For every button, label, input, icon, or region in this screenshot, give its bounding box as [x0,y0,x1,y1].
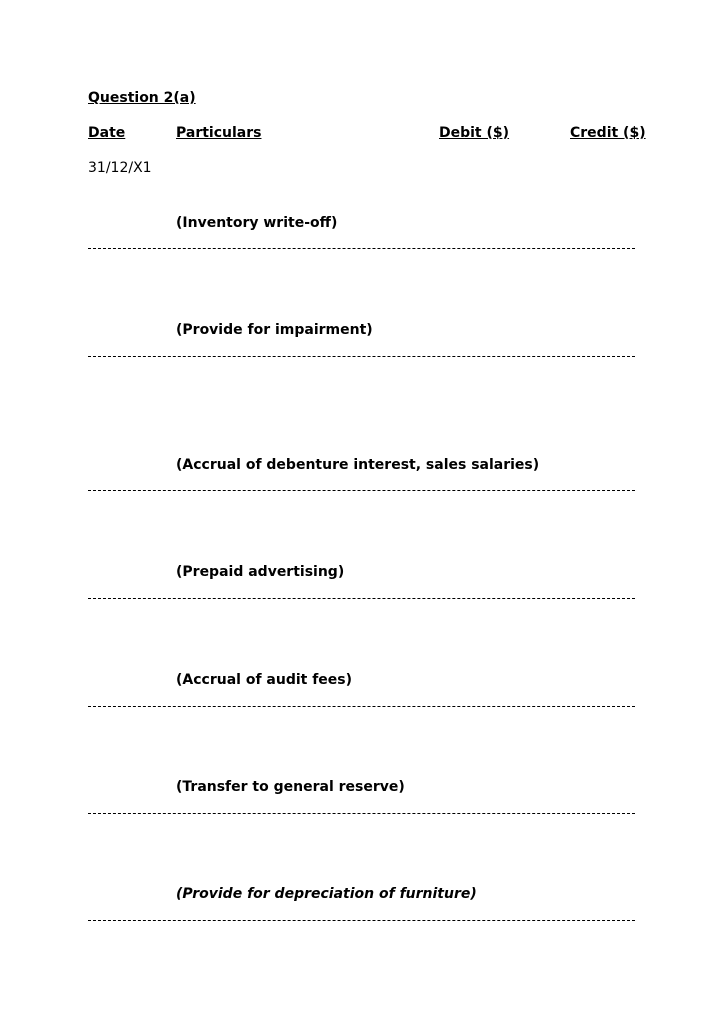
narration-provide-for-impairment: (Provide for impairment) [176,322,373,338]
narration-inventory-write-off: (Inventory write-off) [176,215,338,231]
entry-date: 31/12/X1 [88,160,152,176]
narration-transfer-general-reserve: (Transfer to general reserve) [176,779,405,795]
answer-line-separator [88,598,635,599]
column-header-date: Date [88,125,126,141]
column-header-credit: Credit ($) [570,125,646,141]
question-title: Question 2(a) [88,90,196,106]
narration-accrual-debenture-interest: (Accrual of debenture interest, sales salaries) [176,457,540,473]
narration-prepaid-advertising: (Prepaid advertising) [176,564,345,580]
answer-line-separator [88,813,635,814]
column-header-debit: Debit ($) [439,125,510,141]
answer-line-separator [88,706,635,707]
narration-depreciation-furniture: (Provide for depreciation of furniture) [176,886,477,902]
answer-line-separator [88,920,635,921]
column-header-particulars: Particulars [176,125,262,141]
answer-line-separator [88,490,635,491]
narration-accrual-audit-fees: (Accrual of audit fees) [176,672,353,688]
answer-line-separator [88,356,635,357]
answer-line-separator [88,248,635,249]
